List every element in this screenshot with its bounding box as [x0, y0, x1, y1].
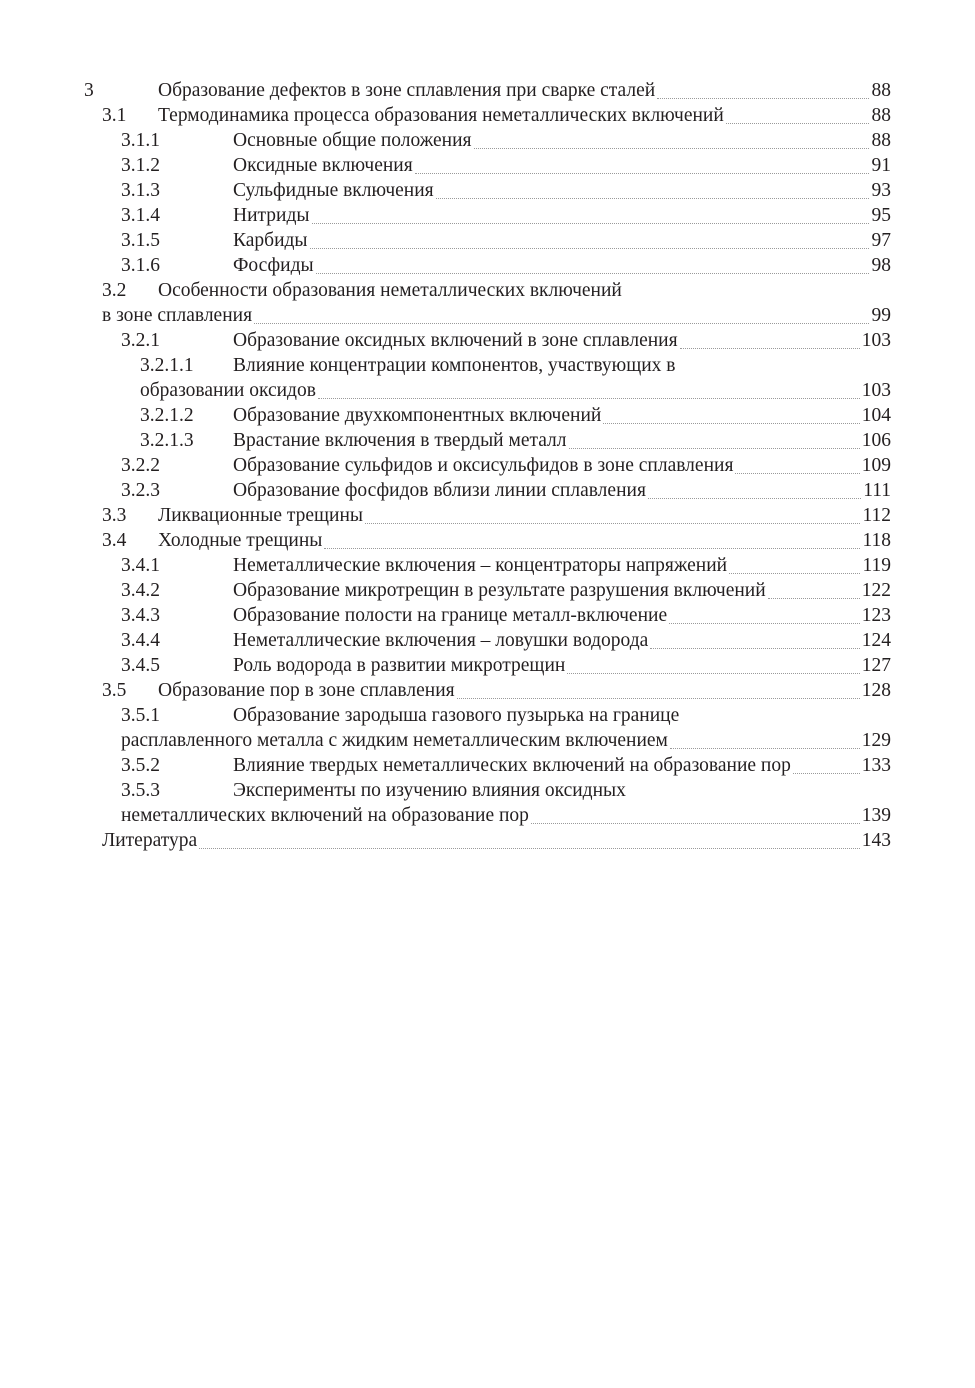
- toc-entry-title-continued: расплавленного металла с жидким неметаллическим включением: [121, 730, 668, 751]
- toc-entry-page: 88: [871, 80, 891, 101]
- dot-leader: [648, 498, 861, 499]
- dot-leader: [199, 848, 860, 849]
- toc-entry[interactable]: [0, 703, 975, 753]
- toc-entry-title: Образование фосфидов вблизи линии сплавления: [233, 480, 646, 501]
- toc-entry-title: Образование пор в зоне сплавления: [158, 680, 455, 701]
- toc-entry[interactable]: [0, 503, 975, 528]
- toc-entry-title: Влияние твердых неметаллических включений на образование пор: [233, 755, 791, 776]
- toc-entry-number: 3.2.2: [121, 455, 160, 476]
- dot-leader: [726, 123, 869, 124]
- toc-entry-number: 3.2.3: [121, 480, 160, 501]
- toc-entry-page: 97: [871, 230, 891, 251]
- toc-entry-title: Образование двухкомпонентных включений: [233, 405, 602, 426]
- toc-entry[interactable]: [0, 178, 975, 203]
- toc-entry[interactable]: [0, 78, 975, 103]
- dot-leader: [650, 648, 860, 649]
- toc-entry-title-continued: неметаллических включений на образование пор: [121, 805, 529, 826]
- table-of-contents: [0, 78, 975, 853]
- toc-entry[interactable]: [0, 628, 975, 653]
- toc-entry[interactable]: [0, 753, 975, 778]
- dot-leader: [531, 823, 860, 824]
- toc-entry[interactable]: [0, 553, 975, 578]
- toc-entry-number: 3.4.2: [121, 580, 160, 601]
- dot-leader: [365, 523, 860, 524]
- toc-entry-number: 3.2.1: [121, 330, 160, 351]
- dot-leader: [474, 148, 869, 149]
- toc-entry-page: 128: [861, 680, 891, 701]
- toc-entry-title: Литература: [102, 830, 198, 851]
- toc-entry-title: Неметаллические включения – концентраторы напряжений: [233, 555, 728, 576]
- toc-entry[interactable]: [0, 328, 975, 353]
- toc-entry-number: 3.5.2: [121, 755, 160, 776]
- toc-entry-title: Ликвационные трещины: [158, 505, 364, 526]
- toc-entry-title-continued: в зоне сплавления: [102, 305, 253, 326]
- toc-entry[interactable]: [0, 578, 975, 603]
- toc-entry-title: Оксидные включения: [233, 155, 413, 176]
- toc-entry-page: 118: [862, 530, 891, 551]
- toc-entry-page: 93: [871, 180, 891, 201]
- toc-entry[interactable]: [0, 353, 975, 403]
- toc-entry-title: Особенности образования неметаллических включений: [158, 280, 622, 301]
- toc-entry[interactable]: [0, 203, 975, 228]
- toc-entry-title: Термодинамика процесса образования неметаллических включений: [158, 105, 724, 126]
- toc-entry-number: 3.2.1.1: [140, 355, 194, 376]
- toc-entry-number: 3.1.2: [121, 155, 160, 176]
- toc-entry-number: 3.5.3: [121, 780, 160, 801]
- toc-entry-page: 122: [861, 580, 891, 601]
- toc-entry-page: 129: [861, 730, 891, 751]
- toc-entry-page: 124: [861, 630, 891, 651]
- dot-leader: [436, 198, 869, 199]
- toc-entry-page: 91: [871, 155, 891, 176]
- toc-entry-page: 99: [871, 305, 891, 326]
- toc-entry-number: 3.4.5: [121, 655, 160, 676]
- toc-entry-title: Сульфидные включения: [233, 180, 434, 201]
- dot-leader: [569, 448, 860, 449]
- toc-entry-title-continued: образовании оксидов: [140, 380, 316, 401]
- toc-entry-page: 112: [862, 505, 891, 526]
- toc-entry[interactable]: [0, 828, 975, 853]
- toc-entry[interactable]: [0, 428, 975, 453]
- toc-entry-page: 103: [861, 330, 891, 351]
- toc-entry[interactable]: [0, 678, 975, 703]
- toc-entry-page: 106: [861, 430, 891, 451]
- dot-leader: [735, 473, 860, 474]
- toc-entry-number: 3.4.4: [121, 630, 160, 651]
- toc-entry[interactable]: [0, 228, 975, 253]
- dot-leader: [312, 223, 869, 224]
- dot-leader: [680, 348, 860, 349]
- toc-entry-number: 3.4.3: [121, 605, 160, 626]
- toc-entry[interactable]: [0, 528, 975, 553]
- toc-entry-number: 3.1.3: [121, 180, 160, 201]
- dot-leader: [316, 273, 869, 274]
- toc-entry-number: 3.1.5: [121, 230, 160, 251]
- toc-entry-title: Образование дефектов в зоне сплавления при сварке сталей: [158, 80, 656, 101]
- toc-entry-page: 123: [861, 605, 891, 626]
- toc-entry-number: 3.4.1: [121, 555, 160, 576]
- toc-entry-title: Образование сульфидов и оксисульфидов в зоне сплавления: [233, 455, 734, 476]
- toc-entry-title: Образование зародыша газового пузырька на границе: [233, 705, 680, 726]
- toc-entry-page: 109: [861, 455, 891, 476]
- dot-leader: [603, 423, 860, 424]
- dot-leader: [254, 323, 869, 324]
- dot-leader: [324, 548, 860, 549]
- toc-entry-number: 3.2.1.2: [140, 405, 194, 426]
- toc-entry[interactable]: [0, 253, 975, 278]
- toc-entry-number: 3.5: [102, 680, 127, 701]
- toc-entry-title: Карбиды: [233, 230, 308, 251]
- dot-leader: [457, 698, 860, 699]
- toc-entry-title: Эксперименты по изучению влияния оксидных: [233, 780, 626, 801]
- toc-entry[interactable]: [0, 278, 975, 328]
- toc-entry-page: 98: [871, 255, 891, 276]
- toc-entry-page: 95: [871, 205, 891, 226]
- toc-entry-title: Основные общие положения: [233, 130, 472, 151]
- toc-entry-page: 88: [871, 130, 891, 151]
- dot-leader: [768, 598, 860, 599]
- toc-entry-number: 3.5.1: [121, 705, 160, 726]
- toc-entry-number: 3.2: [102, 280, 127, 301]
- toc-entry[interactable]: [0, 403, 975, 428]
- toc-entry[interactable]: [0, 603, 975, 628]
- toc-entry-page: 103: [861, 380, 891, 401]
- toc-entry-number: 3.1: [102, 105, 127, 126]
- dot-leader: [567, 673, 860, 674]
- toc-entry-number: 3.1.4: [121, 205, 160, 226]
- toc-entry-number: 3: [84, 80, 94, 101]
- toc-entry-title: Нитриды: [233, 205, 310, 226]
- toc-entry[interactable]: [0, 653, 975, 678]
- toc-entry-page: 88: [871, 105, 891, 126]
- toc-entry-number: 3.4: [102, 530, 127, 551]
- toc-entry[interactable]: [0, 453, 975, 478]
- dot-leader: [310, 248, 869, 249]
- toc-entry[interactable]: [0, 778, 975, 828]
- toc-entry-title: Врастание включения в твердый металл: [233, 430, 567, 451]
- toc-entry[interactable]: [0, 103, 975, 128]
- toc-entry-number: 3.2.1.3: [140, 430, 194, 451]
- dot-leader: [657, 98, 869, 99]
- toc-entry-title: Влияние концентрации компонентов, участвующих в: [233, 355, 676, 376]
- dot-leader: [669, 623, 860, 624]
- toc-entry-title: Роль водорода в развитии микротрещин: [233, 655, 566, 676]
- toc-entry-title: Холодные трещины: [158, 530, 323, 551]
- toc-entry-number: 3.1.6: [121, 255, 160, 276]
- toc-entry-title: Образование оксидных включений в зоне сплавления: [233, 330, 678, 351]
- toc-entry[interactable]: [0, 478, 975, 503]
- toc-entry-page: 119: [862, 555, 891, 576]
- toc-entry[interactable]: [0, 128, 975, 153]
- toc-entry-page: 139: [861, 805, 891, 826]
- toc-entry-page: 111: [863, 480, 891, 501]
- toc-entry-number: 3.1.1: [121, 130, 160, 151]
- toc-entry-page: 143: [861, 830, 891, 851]
- toc-entry-page: 104: [861, 405, 891, 426]
- dot-leader: [415, 173, 869, 174]
- toc-entry-page: 133: [861, 755, 891, 776]
- dot-leader: [729, 573, 860, 574]
- dot-leader: [318, 398, 860, 399]
- toc-entry-number: 3.3: [102, 505, 127, 526]
- toc-entry-title: Образование микротрещин в результате разрушения включений: [233, 580, 766, 601]
- toc-entry-title: Образование полости на границе металл-включение: [233, 605, 668, 626]
- toc-entry-page: 127: [861, 655, 891, 676]
- toc-entry-title: Фосфиды: [233, 255, 314, 276]
- dot-leader: [793, 773, 860, 774]
- toc-entry-title: Неметаллические включения – ловушки водорода: [233, 630, 649, 651]
- toc-entry[interactable]: [0, 153, 975, 178]
- dot-leader: [670, 748, 860, 749]
